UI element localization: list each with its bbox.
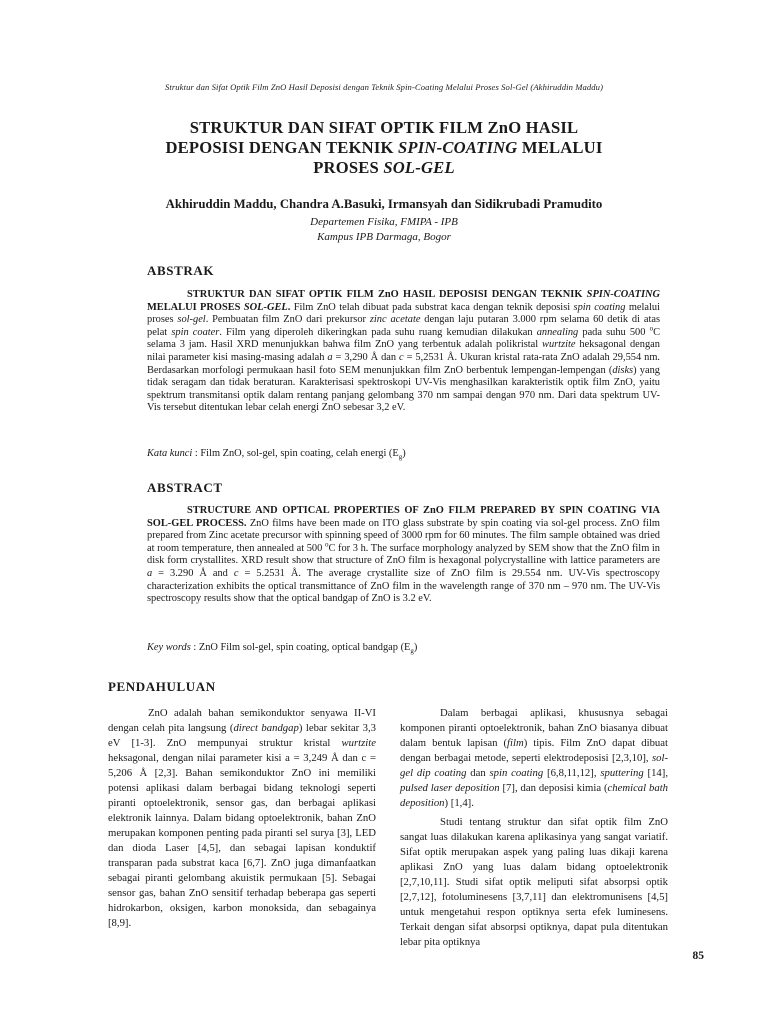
pendahuluan-left-column	[108, 706, 376, 931]
pendahuluan-right-column	[400, 706, 668, 950]
title-line-2: DEPOSISI DENGAN TEKNIK SPIN-COATING MELALUI	[165, 138, 603, 157]
kata-kunci: Kata kunci : Film ZnO, sol-gel, spin coating, celah energi $(E_g)$	[147, 448, 406, 462]
abstrak-heading: ABSTRAK	[147, 263, 215, 278]
page-number: 85	[692, 950, 704, 962]
affiliation-department: Departemen Fisika, FMIPA - IPB	[310, 216, 458, 228]
title-line-3: PROSES SOL-GEL	[313, 158, 455, 177]
abstract-heading: ABSTRACT	[147, 480, 223, 495]
abstract-body: STRUCTURE AND OPTICAL PROPERTIES OF ZnO FILM PREPARED BY SPIN COATING VIA SOL-GEL PROCESS. ZnO films have been made on ITO glass substrate by spin coating via sol-gel process. ZnO film prepared from Zinc acetate precursor with spinning speed of 3000 rpm for 60 minutes. The film sample obtained was dried at room temperature, then annealed at 500 $^o$C for 3 h. The surface morphology analyzed by SEM show that the ZnO film in disk form crystallites. XRD result show that structure of ZnO film is hexagonal polycrystalline with lattice parameters are a = 3.290 Å and c = 5.2531 Å. The average crystallite size of ZnO film is 29.554 nm. UV-Vis spectroscopy characterization exhibits the optical transmittance of ZnO film in the wavelength range of 370 nm – 970 nm. The UV-Vis spectroscopy results show that the optical bandgap of ZnO is 3.2 eV.	[147, 505, 661, 605]
abstrak-body: STRUKTUR DAN SIFAT OPTIK FILM ZnO HASIL DEPOSISI DENGAN TEKNIK SPIN-COATING MELALUI PROSES SOL-GEL. Film ZnO telah dibuat pada substrat kaca dengan teknik deposisi spin coating melalui proses sol-gel. Pembuatan film ZnO dari prekursor zinc acetate dengan laju putaran 3.000 rpm selama 60 detik di atas pelat spin coater. Film yang diperoleh dikeringkan pada suhu ruang kemudian dilakukan annealing pada suhu 500 $^o$C selama 3 jam. Hasil XRD menunjukkan bahwa film ZnO yang terbentuk adalah polikristal wurtzite heksagonal dengan nilai parameter kisi masing-masing adalah a = 3,290 Å dan c = 5,2531 Å. Ukuran kristal rata-rata ZnO adalah 29,554 nm. Berdasarkan morfologi permukaan hasil foto SEM menunjukkan film ZnO berbentuk lempengan-lempengan (disks) yang tidak seragam dan tidak beraturan. Karakterisasi spektroskopi UV-Vis menghasilkan karakteristik optik film ZnO, yaitu spektrum transmitansi optik dalam rentang panjang gelombang 370 nm sampai dengan 970 nm. Dari data spektrum UV-Vis tersebut ditentukan lebar celah energi ZnO sebesar 3,2 eV.	[147, 289, 661, 414]
affiliation-campus: Kampus IPB Darmaga, Bogor	[317, 231, 451, 243]
running-head: Struktur dan Sifat Optik Film ZnO Hasil Deposisi dengan Teknik Spin-Coating Melalui Proses Sol-Gel (Akhiruddin Maddu)	[164, 82, 604, 92]
paragraph: Dalam berbagai aplikasi, khususnya sebagai komponen piranti optoelektronik, bahan ZnO biasanya dibuat dalam bentuk lapisan (film) tipis. Film ZnO dapat dibuat dengan berbagai metode, seperti elektrodeposisi [2,3,10], sol-gel dip coating dan spin coating [6,8,11,12], sputtering [14], pulsed laser deposition [7], dan deposisi kimia (chemical bath deposition) [1,4].	[400, 707, 669, 809]
pendahuluan-heading: PENDAHULUAN	[108, 679, 216, 694]
key-words: Key words : ZnO Film sol-gel, spin coating, optical bandgap $(E_g)$	[147, 642, 418, 656]
paragraph: ZnO adalah bahan semikonduktor senyawa II-VI dengan celah pita langsung (direct bandgap) lebar sekitar 3,3 eV [1-3]. ZnO mempunyai struktur kristal wurtzite heksagonal, dengan nilai parameter kisi a = 3,249 Å dan c = 5,206 Å [2,3]. Bahan semikonduktor ZnO ini memiliki potensi aplikasi dalam berbagai bidang teknologi seperti piranti optoelektronik, sensor gas, dan berbagai aplikasi elektronik lainnya. Dalam bidang optoelektronik, bahan ZnO merupakan komponen penting pada piranti sel surya [3], LED dan dioda Laser [4,5], dan sebagai lapisan konduktif transparan pada substrat kaca [6,7]. ZnO juga dimanfaatkan sebagai piranti gelombang akuistik permukaan [5]. Sebagai sensor gas, bahan ZnO sensitif terhadap beberapa gas seperti hidrokarbon, oksigen, karbon monoksida, dan sebagainya [8,9].	[108, 707, 376, 929]
affiliation	[60, 215, 708, 245]
paragraph: Studi tentang struktur dan sifat optik film ZnO sangat luas dilakukan karena aplikasinya yang sangat variatif. Sifat optik merupakan aspek yang paling luas dikaji karena aplikasi ZnO yang luas dalam bidang optoelektronik [2,7,10,11]. Studi sifat optik meliputi sifat absorpsi optik [2,7,12], fotoluminesens [3,7,11] dan elektromunisens [4,5] untuk mengetahui respon optiknya serta efek luminesens. Terkait dengan sifat absorpsi optiknya, dapat pula ditentukan lebar pita optiknya	[400, 816, 668, 948]
author-list: Akhiruddin Maddu, Chandra A.Basuki, Irmansyah dan Sidikrubadi Pramudito	[165, 197, 603, 211]
paper-title	[110, 118, 658, 178]
title-line-1: STRUKTUR DAN SIFAT OPTIK FILM ZnO HASIL	[189, 118, 579, 137]
